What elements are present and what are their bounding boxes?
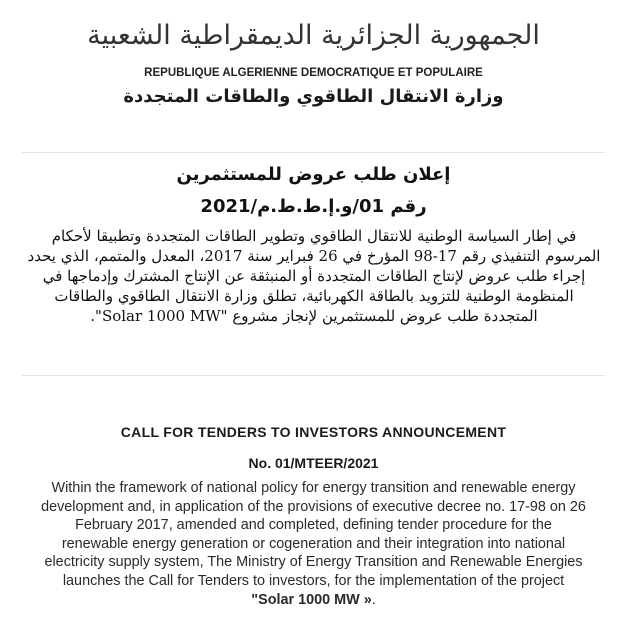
section-divider: [22, 375, 605, 376]
english-body-text: Within the framework of national policy for energy transition and renewable energy development and, in application of the provisions of executive decree no. 17-98 on 26 February 2017, amended and completed, defining tender procedure for the renewable energy generation or cogeneration and their integration into national electricity supply system, The Ministry of Energy Transition and Renewable Energies launches the Call for Tenders to investors, for the implementation of the project: [41, 480, 586, 589]
arabic-republic-title: الجمهورية الجزائرية الديمقراطية الشعبية: [87, 20, 540, 51]
project-name: "Solar 1000 MW »: [251, 591, 372, 608]
english-announcement-body: [40, 479, 587, 609]
arabic-announcement-title: إعلان طلب عروض للمستثمرين: [176, 164, 451, 185]
english-announcement-number: No. 01/MTEER/2021: [248, 455, 379, 471]
arabic-announcement-body: في إطار السياسة الوطنية للانتقال الطاقوي وتطوير الطاقات المتجددة وتطبيقا لأحكام المرسوم التنفيذي رقم 17-98 المؤرخ في 26 فبراير سنة 2017، المعدل والمتمم، الذي يحدد إجراء طلب عروض لإنتاج الطاقات المتجددة أو المنبثقة عن الإنتاج المشترك وإدماجها في المنظومة الوطنية للتزويد بالطاقة الكهربائية، تطلق وزارة الانتقال الطاقوي والطاقات المتجددة طلب عروض للمستثمرين لإنجاز مشروع "Solar 1000 MW".: [27, 227, 601, 325]
english-body-end: .: [371, 591, 376, 608]
header-divider: [22, 152, 605, 153]
english-announcement-title: CALL FOR TENDERS TO INVESTORS ANNOUNCEMENT: [120, 424, 507, 440]
arabic-ministry-name: وزارة الانتقال الطاقوي والطاقات المتجددة: [123, 86, 504, 107]
french-republic-title: REPUBLIQUE ALGERIENNE DEMOCRATIQUE ET POPULAIRE: [144, 67, 483, 79]
arabic-announcement-number: رقم 01/و.إ.ط.ط.م/2021: [200, 196, 427, 217]
